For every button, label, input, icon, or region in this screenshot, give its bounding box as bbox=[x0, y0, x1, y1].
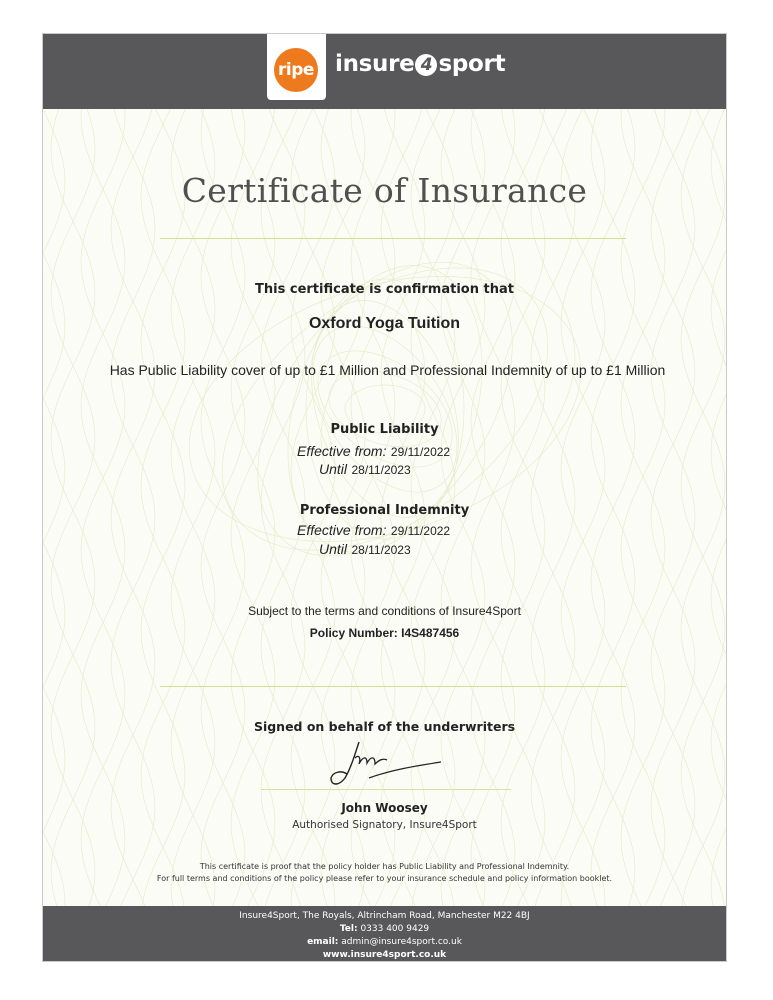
header-bar bbox=[43, 34, 726, 109]
signatory-role: Authorised Signatory, Insure4Sport bbox=[292, 819, 477, 831]
footer-email bbox=[43, 936, 726, 949]
email-value[interactable]: admin@insure4sport.co.uk bbox=[341, 937, 462, 947]
email-label: email: bbox=[307, 937, 339, 947]
signature-divider bbox=[160, 686, 626, 687]
footer-bar bbox=[43, 906, 726, 962]
until-date: 28/11/2023 bbox=[351, 543, 411, 557]
certificate-title: Certificate of Insurance bbox=[181, 171, 588, 210]
public-liability-heading: Public Liability bbox=[330, 422, 439, 437]
insure4sport-logo bbox=[335, 51, 505, 77]
title-divider bbox=[160, 238, 626, 239]
effective-from-date: 29/11/2022 bbox=[390, 445, 451, 459]
brand-number: 4 bbox=[415, 54, 437, 76]
signed-on-behalf-text: Signed on behalf of the underwriters bbox=[253, 719, 516, 734]
tel-value: 0333 400 9429 bbox=[360, 924, 430, 934]
effective-from-label: Effective from: bbox=[297, 522, 387, 538]
tel-label: Tel: bbox=[339, 924, 358, 934]
effective-from-date: 29/11/2022 bbox=[390, 524, 451, 538]
policy-number bbox=[43, 626, 726, 640]
public-liability-effective bbox=[297, 443, 450, 461]
proof-line-1: This certificate is proof that the policy holder has Public Liability and Professional Indemnity. bbox=[199, 862, 570, 871]
policy-holder-name: Oxford Yoga Tuition bbox=[308, 315, 461, 332]
professional-indemnity-until bbox=[319, 541, 411, 559]
footer-address: Insure4Sport, The Royals, Altrincham Road, Manchester M22 4BJ bbox=[239, 911, 530, 921]
ripe-logo: ripe bbox=[274, 48, 318, 92]
confirmation-text: This certificate is confirmation that bbox=[255, 282, 514, 297]
until-label: Until bbox=[319, 461, 348, 477]
website-value[interactable]: www.insure4sport.co.uk bbox=[322, 950, 447, 960]
terms-text: Subject to the terms and conditions of Insure4Sport bbox=[248, 604, 521, 618]
professional-indemnity-effective bbox=[297, 522, 450, 540]
footer-tel bbox=[43, 923, 726, 936]
proof-line-2: For full terms and conditions of the policy please refer to your insurance schedule and policy information booklet. bbox=[156, 874, 613, 883]
professional-indemnity-heading: Professional Indemnity bbox=[299, 503, 470, 518]
policy-number-value: I4S487456 bbox=[401, 626, 460, 640]
until-label: Until bbox=[319, 541, 348, 557]
signature-line bbox=[261, 789, 511, 790]
brand-suffix: sport bbox=[438, 51, 506, 77]
cover-summary: Has Public Liability cover of up to £1 Million and Professional Indemnity of up to £1 Million bbox=[109, 362, 666, 378]
effective-from-label: Effective from: bbox=[297, 443, 387, 459]
footer-website bbox=[43, 949, 726, 962]
certificate-page bbox=[42, 33, 727, 962]
brand-prefix: insure bbox=[335, 51, 415, 77]
policy-number-label: Policy Number: bbox=[309, 626, 398, 640]
signature-image bbox=[325, 736, 445, 796]
until-date: 28/11/2023 bbox=[351, 463, 411, 477]
ripe-logo-box bbox=[267, 34, 326, 100]
proof-statement bbox=[43, 861, 726, 885]
public-liability-until bbox=[319, 461, 411, 479]
signatory-name: John Woosey bbox=[341, 801, 428, 815]
